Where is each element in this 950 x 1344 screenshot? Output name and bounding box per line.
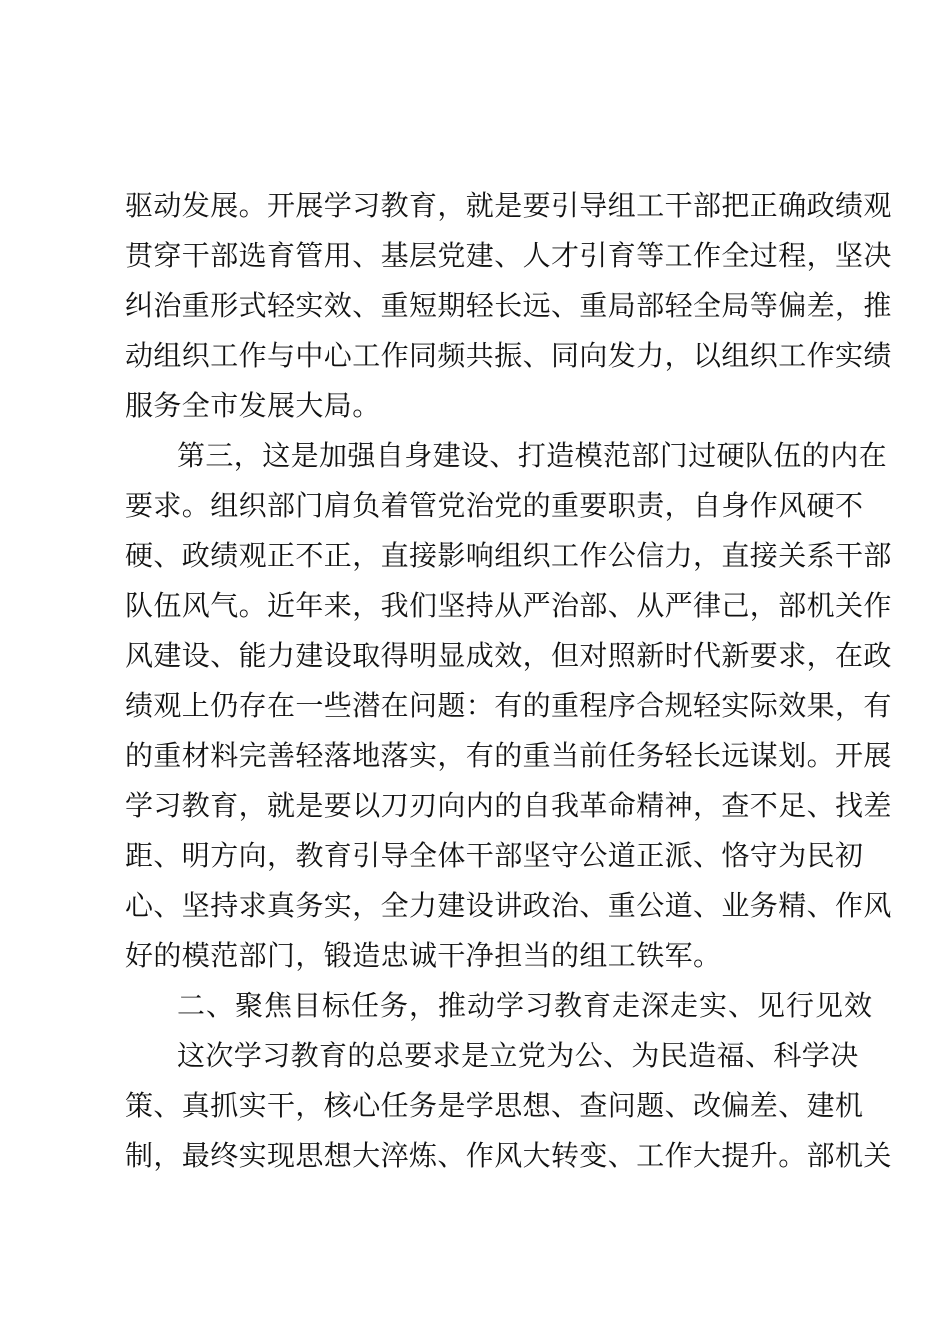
text-line: 硬、政绩观正不正，直接影响组织工作公信力，直接关系干部 [125, 539, 892, 572]
text-line: 驱动发展。开展学习教育，就是要引导组工干部把正确政绩观 [125, 189, 892, 222]
text-line: 这次学习教育的总要求是立党为公、为民造福、科学决 [177, 1039, 859, 1072]
text-line: 贯穿干部选育管用、基层党建、人才引育等工作全过程，坚决 [125, 239, 892, 272]
section-heading: 二、聚焦目标任务，推动学习教育走深走实、见行见效 [177, 989, 874, 1022]
text-line: 的重材料完善轻落地落实，有的重当前任务轻长远谋划。开展 [125, 739, 892, 772]
text-line: 第三，这是加强自身建设、打造模范部门过硬队伍的内在 [177, 439, 888, 472]
text-line: 要求。组织部门肩负着管党治党的重要职责，自身作风硬不 [125, 489, 864, 522]
text-line: 心、坚持求真务实，全力建设讲政治、重公道、业务精、作风 [125, 889, 892, 922]
text-line: 学习教育，就是要以刀刃向内的自我革命精神，查不足、找差 [125, 789, 892, 822]
text-line: 距、明方向，教育引导全体干部坚守公道正派、恪守为民初 [125, 839, 864, 872]
text-line: 队伍风气。近年来，我们坚持从严治部、从严律己，部机关作 [125, 589, 892, 622]
text-line: 绩观上仍存在一些潜在问题：有的重程序合规轻实际效果，有 [125, 689, 892, 722]
text-line: 制，最终实现思想大淬炼、作风大转变、工作大提升。部机关 [125, 1139, 892, 1172]
text-line: 策、真抓实干，核心任务是学思想、查问题、改偏差、建机 [125, 1089, 864, 1122]
text-line: 服务全市发展大局。 [125, 389, 381, 422]
text-line: 纠治重形式轻实效、重短期轻长远、重局部轻全局等偏差，推 [125, 289, 892, 322]
text-line: 好的模范部门，锻造忠诚干净担当的组工铁军。 [125, 939, 722, 972]
text-line: 风建设、能力建设取得明显成效，但对照新时代新要求，在政 [125, 639, 892, 672]
text-line: 动组织工作与中心工作同频共振、同向发力，以组织工作实绩 [125, 339, 892, 372]
